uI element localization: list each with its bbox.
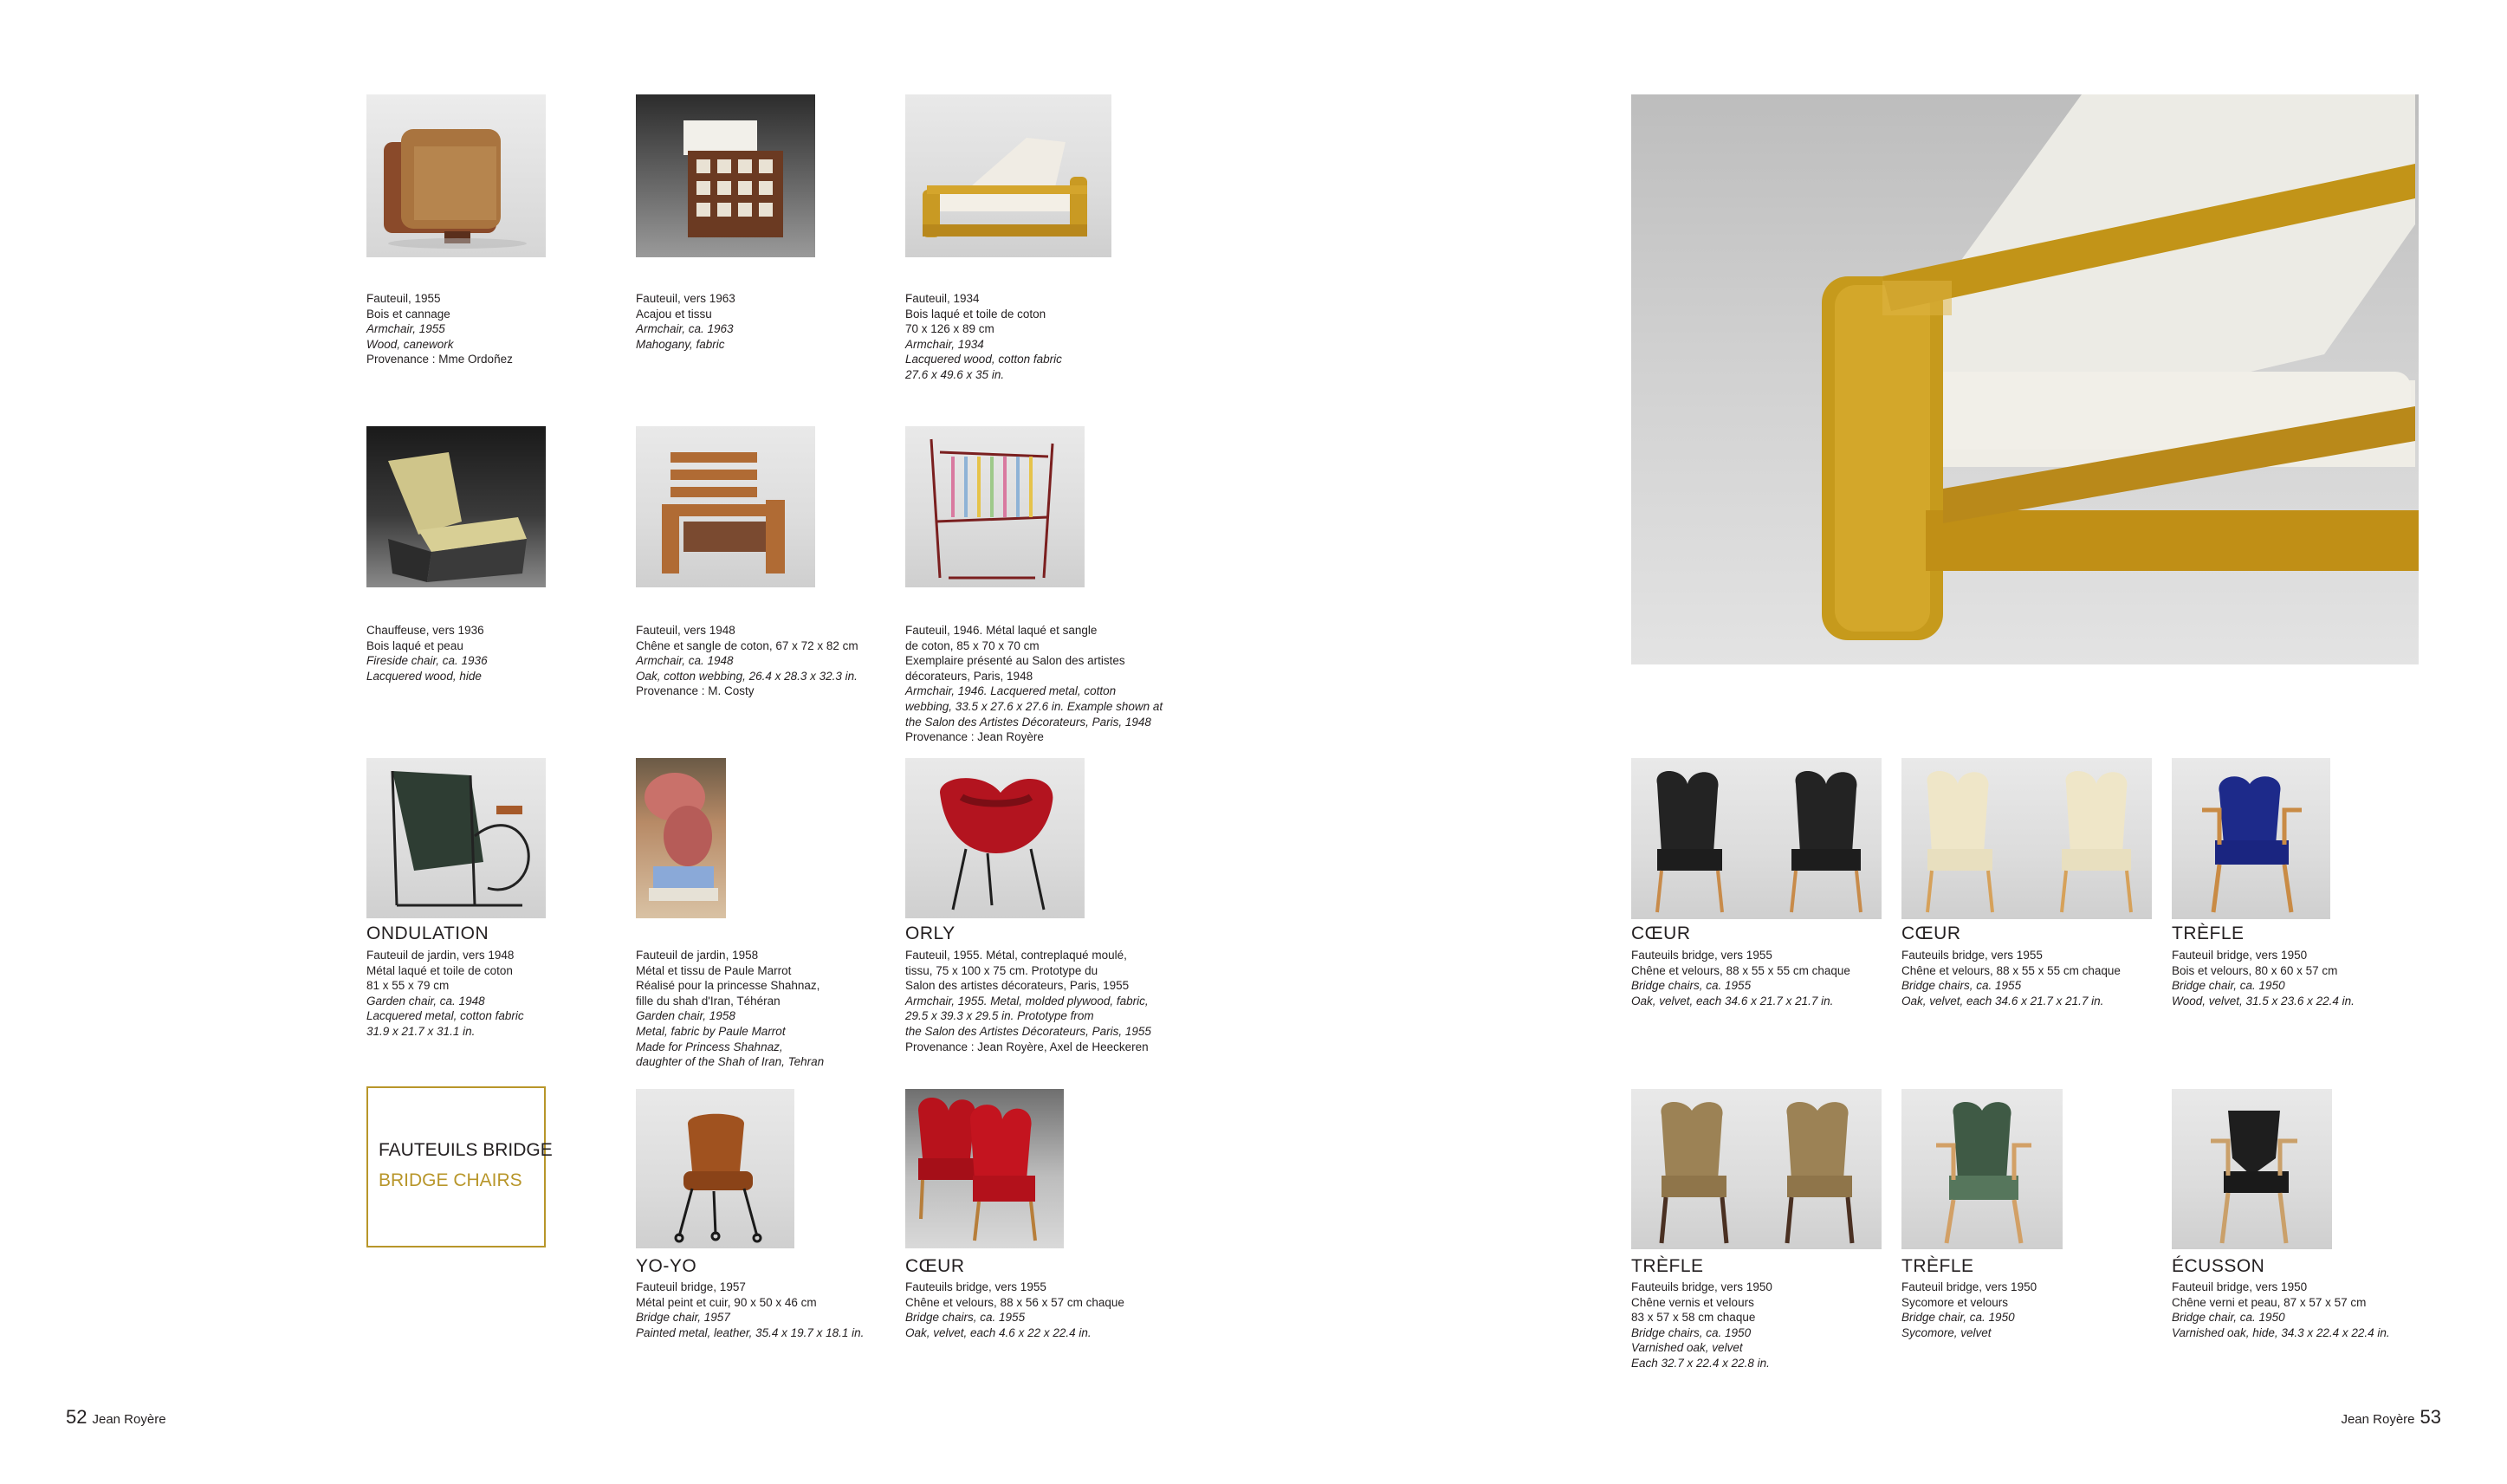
item-title-c11: CŒUR bbox=[905, 1256, 965, 1276]
caption-r4: Fauteuils bridge, vers 1950 Chêne vernis et velours 83 x 57 x 58 cm chaque Bridge chairs, ca. 1950 Varnished oak, velvet Each 32.7 x 22.4 x 22.8 in. bbox=[1631, 1280, 1772, 1370]
item-title-c7: ONDULATION bbox=[366, 923, 489, 943]
caption-c10: Fauteuil bridge, 1957 Métal peint et cuir, 90 x 50 x 46 cm Bridge chair, 1957 Painted metal, leather, 35.4 x 19.7 x 18.1 in. bbox=[636, 1280, 865, 1339]
caption-c9: Fauteuil, 1955. Métal, contreplaqué moulé, tissu, 75 x 100 x 75 cm. Prototype du Salon des artistes décorateurs, Paris, 1955 Armchair, 1955. Metal, molded plywood, fabric, 29.5 x 39.3 x 29.5 in. Prototype from the Salon des Artistes Décorateurs, Paris, 1955 Provenance : Jean Royère, Axel de Heeckeren bbox=[905, 949, 1151, 1053]
caption-c3: Fauteuil, 1934 Bois laqué et toile de coton 70 x 126 x 89 cm Armchair, 1934 Lacquered wood, cotton fabric 27.6 x 49.6 x 35 in. bbox=[905, 292, 1062, 381]
hero-photo-armchair-1934 bbox=[1631, 94, 2419, 664]
item-title-r4: TRÈFLE bbox=[1631, 1256, 1704, 1276]
item-title-r3: TRÈFLE bbox=[2172, 923, 2245, 943]
caption-c6: Fauteuil, 1946. Métal laqué et sangle de coton, 85 x 70 x 70 cm Exemplaire présenté au Salon des artistes décorateurs, Paris, 1948 Armchair, 1946. Lacquered metal, cotton webbing, 33.5 x 27.6 x 27.6 in. Example shown at the Salon des Artistes Décorateurs, Paris, 1948 Provenance : Jean Royère bbox=[905, 624, 1163, 744]
page-number-right: 53 bbox=[2420, 1406, 2441, 1428]
section-title-en: BRIDGE CHAIRS bbox=[379, 1170, 522, 1190]
photo-armchair-1963 bbox=[636, 94, 815, 257]
photo-orly-chair bbox=[905, 758, 1085, 918]
photo-armchair-1948 bbox=[636, 426, 815, 587]
caption-c5: Fauteuil, vers 1948 Chêne et sangle de coton, 67 x 72 x 82 cm Armchair, ca. 1948 Oak, cotton webbing, 26.4 x 28.3 x 32.3 in. Provenance : M. Costy bbox=[636, 624, 858, 698]
item-title-r6: ÉCUSSON bbox=[2172, 1256, 2265, 1276]
folio-left bbox=[66, 1406, 172, 1429]
photo-coeur-black-pair bbox=[1631, 758, 1882, 919]
photo-fireside-chair-1936 bbox=[366, 426, 546, 587]
folio-right bbox=[2335, 1406, 2441, 1429]
item-title-c10: YO-YO bbox=[636, 1256, 697, 1276]
photo-armchair-1946 bbox=[905, 426, 1085, 587]
item-title-r2: CŒUR bbox=[1901, 923, 1961, 943]
item-title-c9: ORLY bbox=[905, 923, 956, 943]
caption-c7: Fauteuil de jardin, vers 1948 Métal laqué et toile de coton 81 x 55 x 79 cm Garden chair, ca. 1948 Lacquered metal, cotton fabric 31.9 x 21.7 x 31.1 in. bbox=[366, 949, 524, 1038]
caption-r5: Fauteuil bridge, vers 1950 Sycomore et velours Bridge chair, ca. 1950 Sycomore, velvet bbox=[1901, 1280, 2037, 1339]
caption-c2: Fauteuil, vers 1963 Acajou et tissu Armchair, ca. 1963 Mahogany, fabric bbox=[636, 292, 735, 351]
photo-trefle-green bbox=[1901, 1089, 2063, 1249]
caption-r2: Fauteuils bridge, vers 1955 Chêne et velours, 88 x 55 x 55 cm chaque Bridge chairs, ca. 1955 Oak, velvet, each 34.6 x 21.7 x 21.7 in. bbox=[1901, 949, 2121, 1008]
caption-c4: Chauffeuse, vers 1936 Bois laqué et peau Fireside chair, ca. 1936 Lacquered wood, hide bbox=[366, 624, 488, 683]
photo-coeur-red-chairs bbox=[905, 1089, 1064, 1248]
caption-r6: Fauteuil bridge, vers 1950 Chêne verni et peau, 87 x 57 x 57 cm Bridge chair, ca. 1950 Varnished oak, hide, 34.3 x 22.4 x 22.4 in. bbox=[2172, 1280, 2390, 1339]
caption-r3: Fauteuil bridge, vers 1950 Bois et velours, 80 x 60 x 57 cm Bridge chair, ca. 1950 Wood, velvet, 31.5 x 23.6 x 22.4 in. bbox=[2172, 949, 2355, 1008]
caption-c8: Fauteuil de jardin, 1958 Métal et tissu de Paule Marrot Réalisé pour la princesse Shahnaz, fille du shah d'Iran, Téhéran Garden chair, 1958 Metal, fabric by Paule Marrot Made for Princess Shahnaz, daughter of the Shah of Iran, Tehran bbox=[636, 949, 825, 1069]
section-title-fr: FAUTEUILS BRIDGE bbox=[379, 1140, 553, 1160]
photo-trefle-pair bbox=[1631, 1089, 1882, 1249]
photo-armchair-1934 bbox=[905, 94, 1111, 257]
item-title-r1: CŒUR bbox=[1631, 923, 1691, 943]
caption-r1: Fauteuils bridge, vers 1955 Chêne et velours, 88 x 55 x 55 cm chaque Bridge chairs, ca. 1955 Oak, velvet, each 34.6 x 21.7 x 21.7 in. bbox=[1631, 949, 1850, 1008]
page-number-left: 52 bbox=[66, 1406, 87, 1428]
caption-c1: Fauteuil, 1955 Bois et cannage Armchair, 1955 Wood, canework Provenance : Mme Ordoñez bbox=[366, 292, 513, 366]
item-title-r5: TRÈFLE bbox=[1901, 1256, 1974, 1276]
running-head-right: Jean Royère bbox=[2341, 1412, 2415, 1427]
caption-c11: Fauteuils bridge, vers 1955 Chêne et velours, 88 x 56 x 57 cm chaque Bridge chairs, ca. 1955 Oak, velvet, each 4.6 x 22 x 22.4 in. bbox=[905, 1280, 1124, 1339]
photo-ondulation-chair bbox=[366, 758, 546, 918]
photo-coeur-cream-pair bbox=[1901, 758, 2152, 919]
photo-yoyo-chair bbox=[636, 1089, 794, 1248]
photo-garden-chair-1958 bbox=[636, 758, 726, 918]
photo-ecusson bbox=[2172, 1089, 2332, 1249]
running-head-left: Jean Royère bbox=[92, 1412, 166, 1427]
section-heading-box bbox=[366, 1086, 553, 1247]
photo-armchair-1955 bbox=[366, 94, 546, 257]
photo-trefle-blue bbox=[2172, 758, 2330, 919]
